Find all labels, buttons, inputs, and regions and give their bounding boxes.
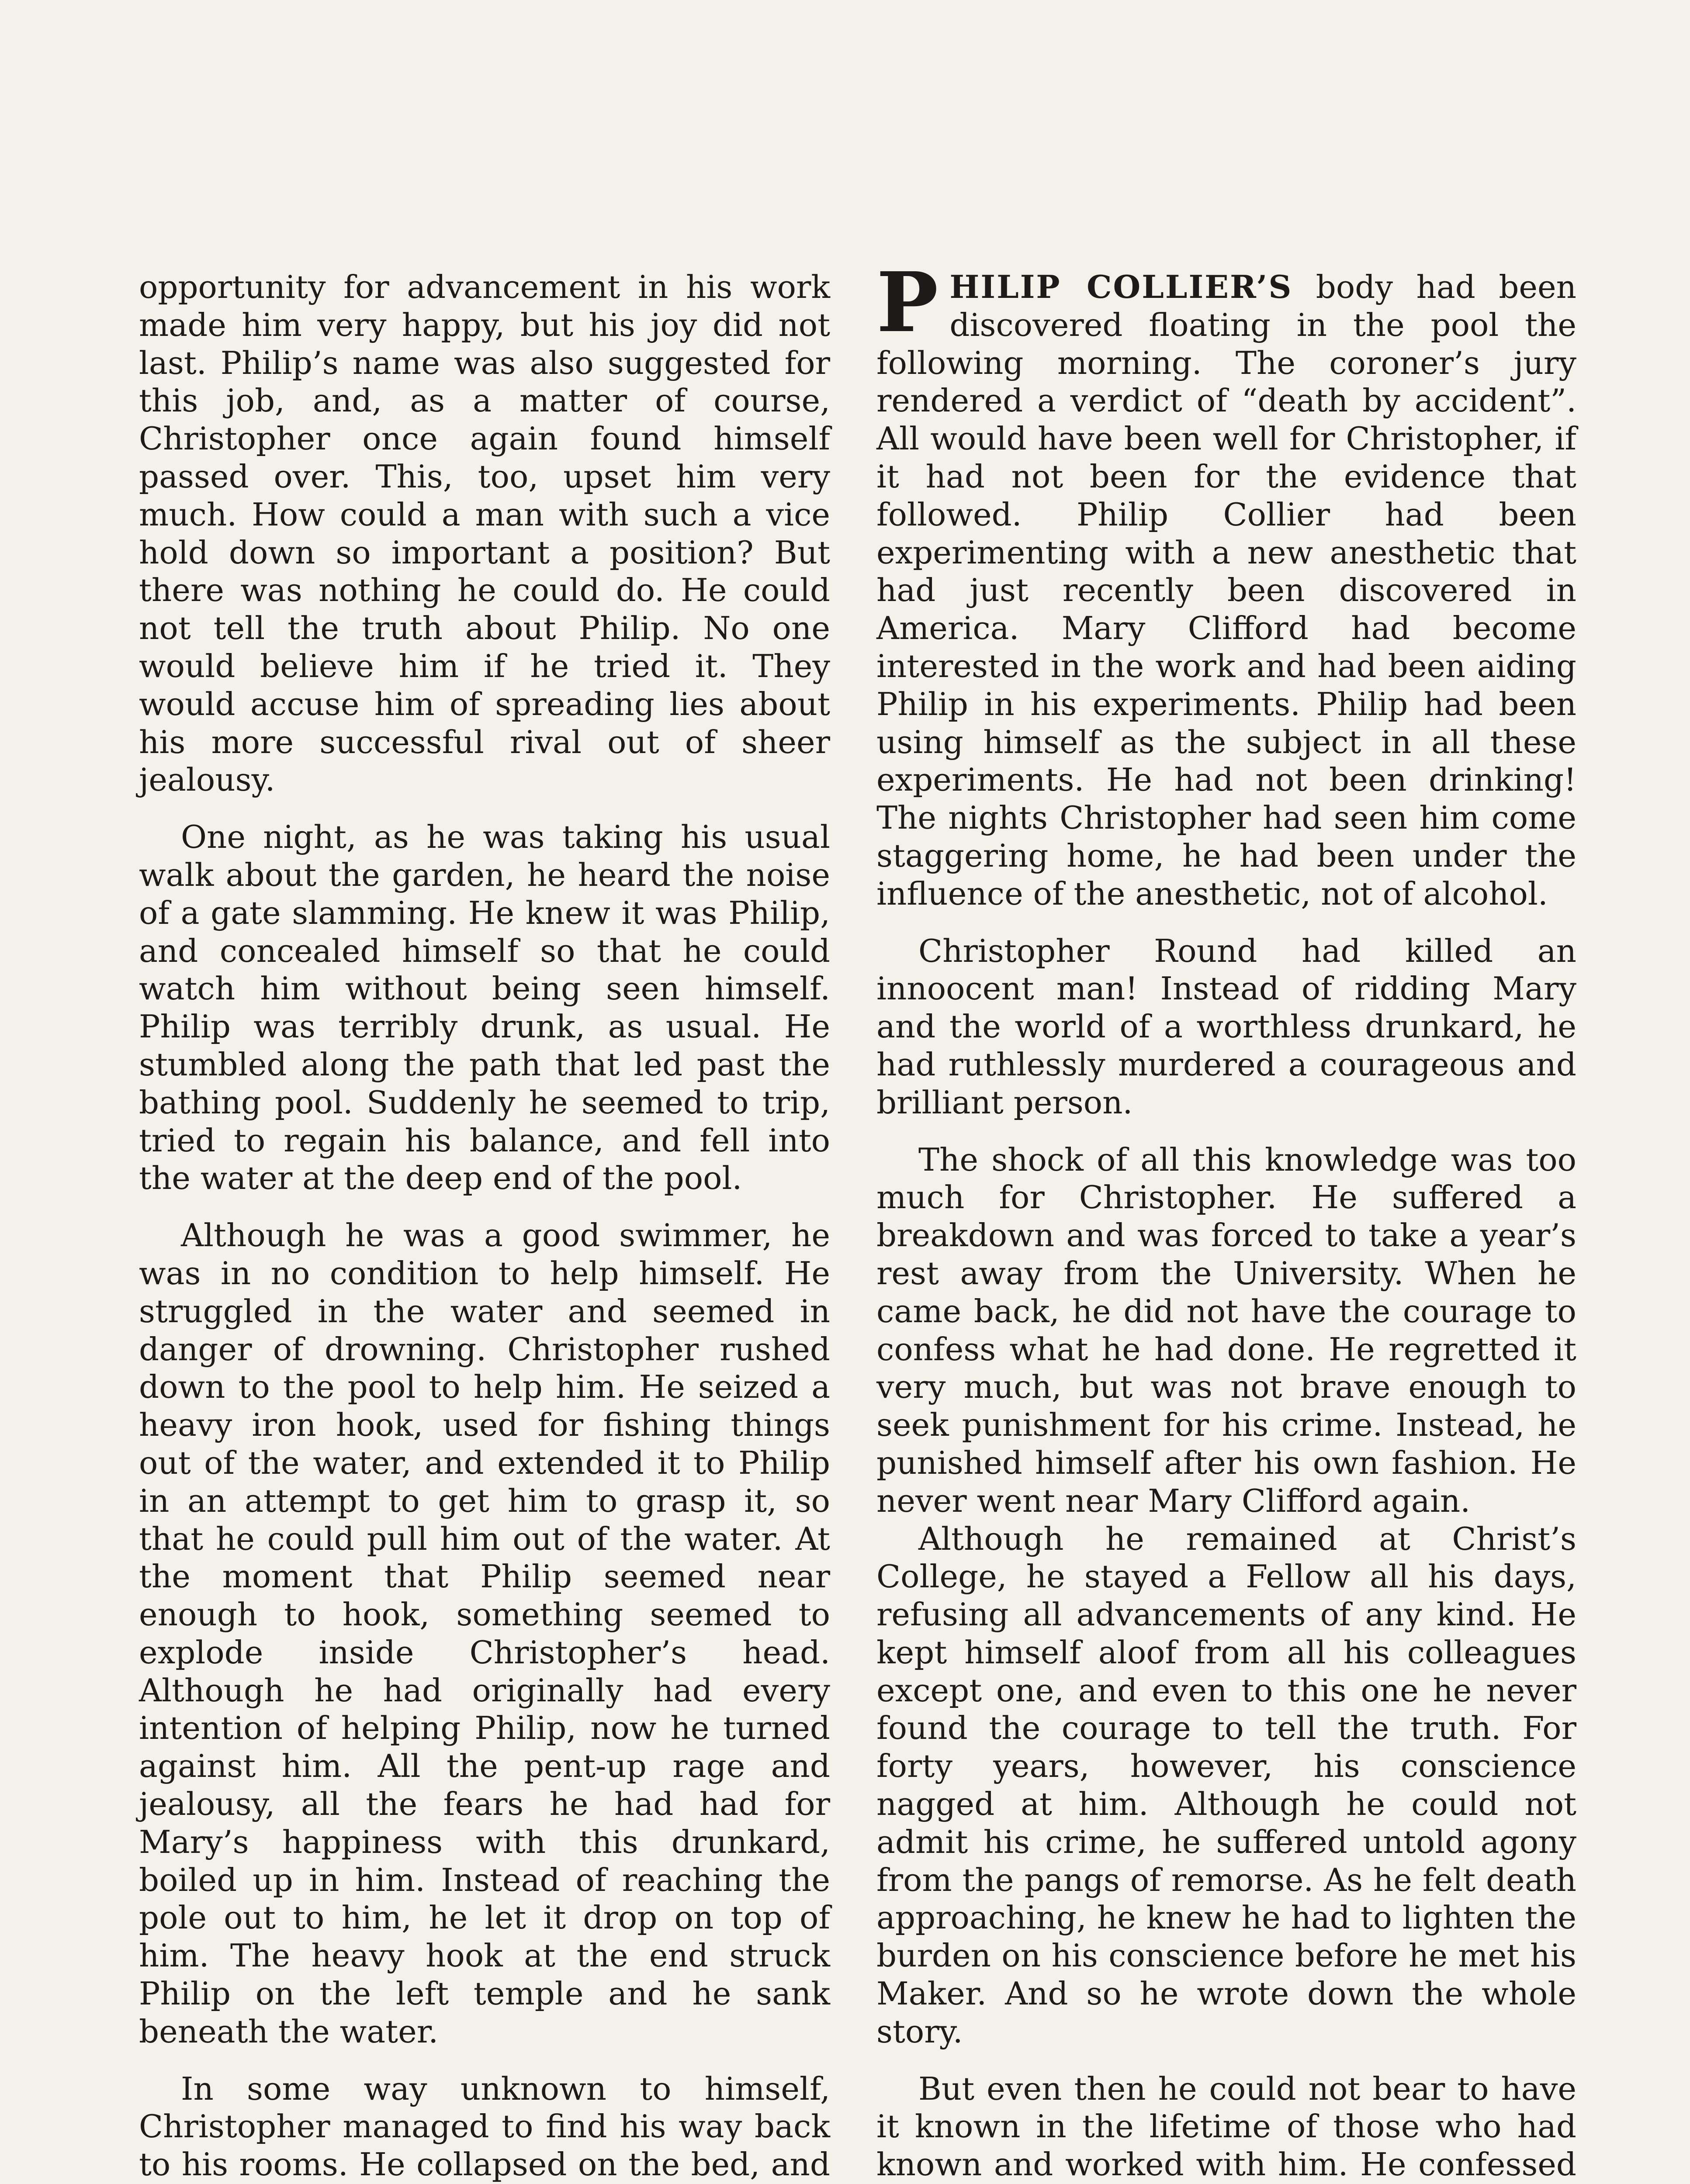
right-paragraph-1: [876, 254, 1576, 913]
left-paragraph-1: opportunity for advancement in his work made him very happy, but his joy did not last. Philip’s name was also suggested for this job, and, as a matter of course, Christopher once again found himself passed over. This, too, upset him very much. How could a man with such a vice hold down so important a position? But there was nothing he could do. He could not tell the truth about Philip. No one would believe him if he tried it. They would accuse him of spreading lies about his more successful rival out of sheer jealousy.: [139, 269, 830, 798]
right-paragraph-2: Christopher Round had killed an innoocent man! Instead of ridding Mary and the world of a worthless drunkard, he had ruthlessly murdered a courageous and brilliant person.: [876, 932, 1576, 1121]
left-paragraph-4: In some way unknown to himself, Christopher managed to find his way back to his rooms. He collapsed on the bed, and: [139, 2070, 830, 2183]
drop-cap-letter: P: [876, 254, 939, 351]
left-column: [139, 268, 830, 2184]
right-paragraph-3: The shock of all this knowledge was too much for Christopher. He suffered a breakdown and was forced to take a year’s rest away from the University. When he came back, he did not have the courage to confess what he had done. He regretted it very much, but was not brave enough to seek punishment for his crime. Instead, he punished himself after his own fashion. He never went near Mary Clifford again.: [876, 1141, 1576, 1519]
left-paragraph-3: Although he was a good swimmer, he was in no condition to help himself. He struggled in the water and seemed in danger of drowning. Christopher rushed down to the pool to help him. He seized a heavy iron hook, used for fishing things out of the water, and extended it to Philip in an attempt to get him to grasp it, so that he could pull him out of the water. At the moment that Philip seemed near enough to hook, something seemed to explode inside Christopher’s head. Although he had originally had every intention of helping Philip, now he turned against him. All the pent-up rage and jealousy, all the fears he had had for Mary’s happiness with this drunkard, boiled up in him. Instead of reaching the pole out to him, he let it drop on top of him. The heavy hook at the end struck Philip on the left temple and he sank beneath the water.: [139, 1217, 830, 2050]
right-paragraph-4: Although he remained at Christ’s College, he stayed a Fellow all his days, refusing all advancements of any kind. He kept himself aloof from all his colleagues except one, and even to this one he never found the courage to tell the truth. For forty years, however, his conscience nagged at him. Although he could not admit his crime, he suffered untold agony from the pangs of remorse. As he felt death approaching, he knew he had to lighten the burden on his conscience before he met his Maker. And so he wrote down the whole story.: [876, 1520, 1576, 2050]
right-column: [876, 254, 1576, 2184]
lead-in-caps: HILIP COLLIER’S: [949, 268, 1293, 305]
right-paragraph-1-text: body had been discovered floating in the pool the following morning. The coroner’s jury rendered a verdict of “death by accident”. All would have been well for Christopher, if it had not been for the evidence that followed. Philip Collier had been experimenting with a new anesthetic that had just recently been discovered in America. Mary Clifford had become interested in the work and had been aiding Philip in his experiments. Philip had been using himself as the subject in all these experiments. He had not been drinking! The nights Christopher had seen him come staggering home, he had been under the influence of the anesthetic, not of alcohol.: [876, 269, 1576, 912]
right-paragraph-5: But even then he could not bear to have it known in the lifetime of those who had known and worked with him. He confessed: [876, 2070, 1576, 2183]
left-paragraph-2: One night, as he was taking his usual walk about the garden, he heard the noise of a gate slamming. He knew it was Philip, and concealed himself so that he could watch him without being seen himself. Philip was terribly drunk, as usual. He stumbled along the path that led past the bathing pool. Suddenly he seemed to trip, tried to regain his balance, and fell into the water at the deep end of the pool.: [139, 819, 830, 1197]
